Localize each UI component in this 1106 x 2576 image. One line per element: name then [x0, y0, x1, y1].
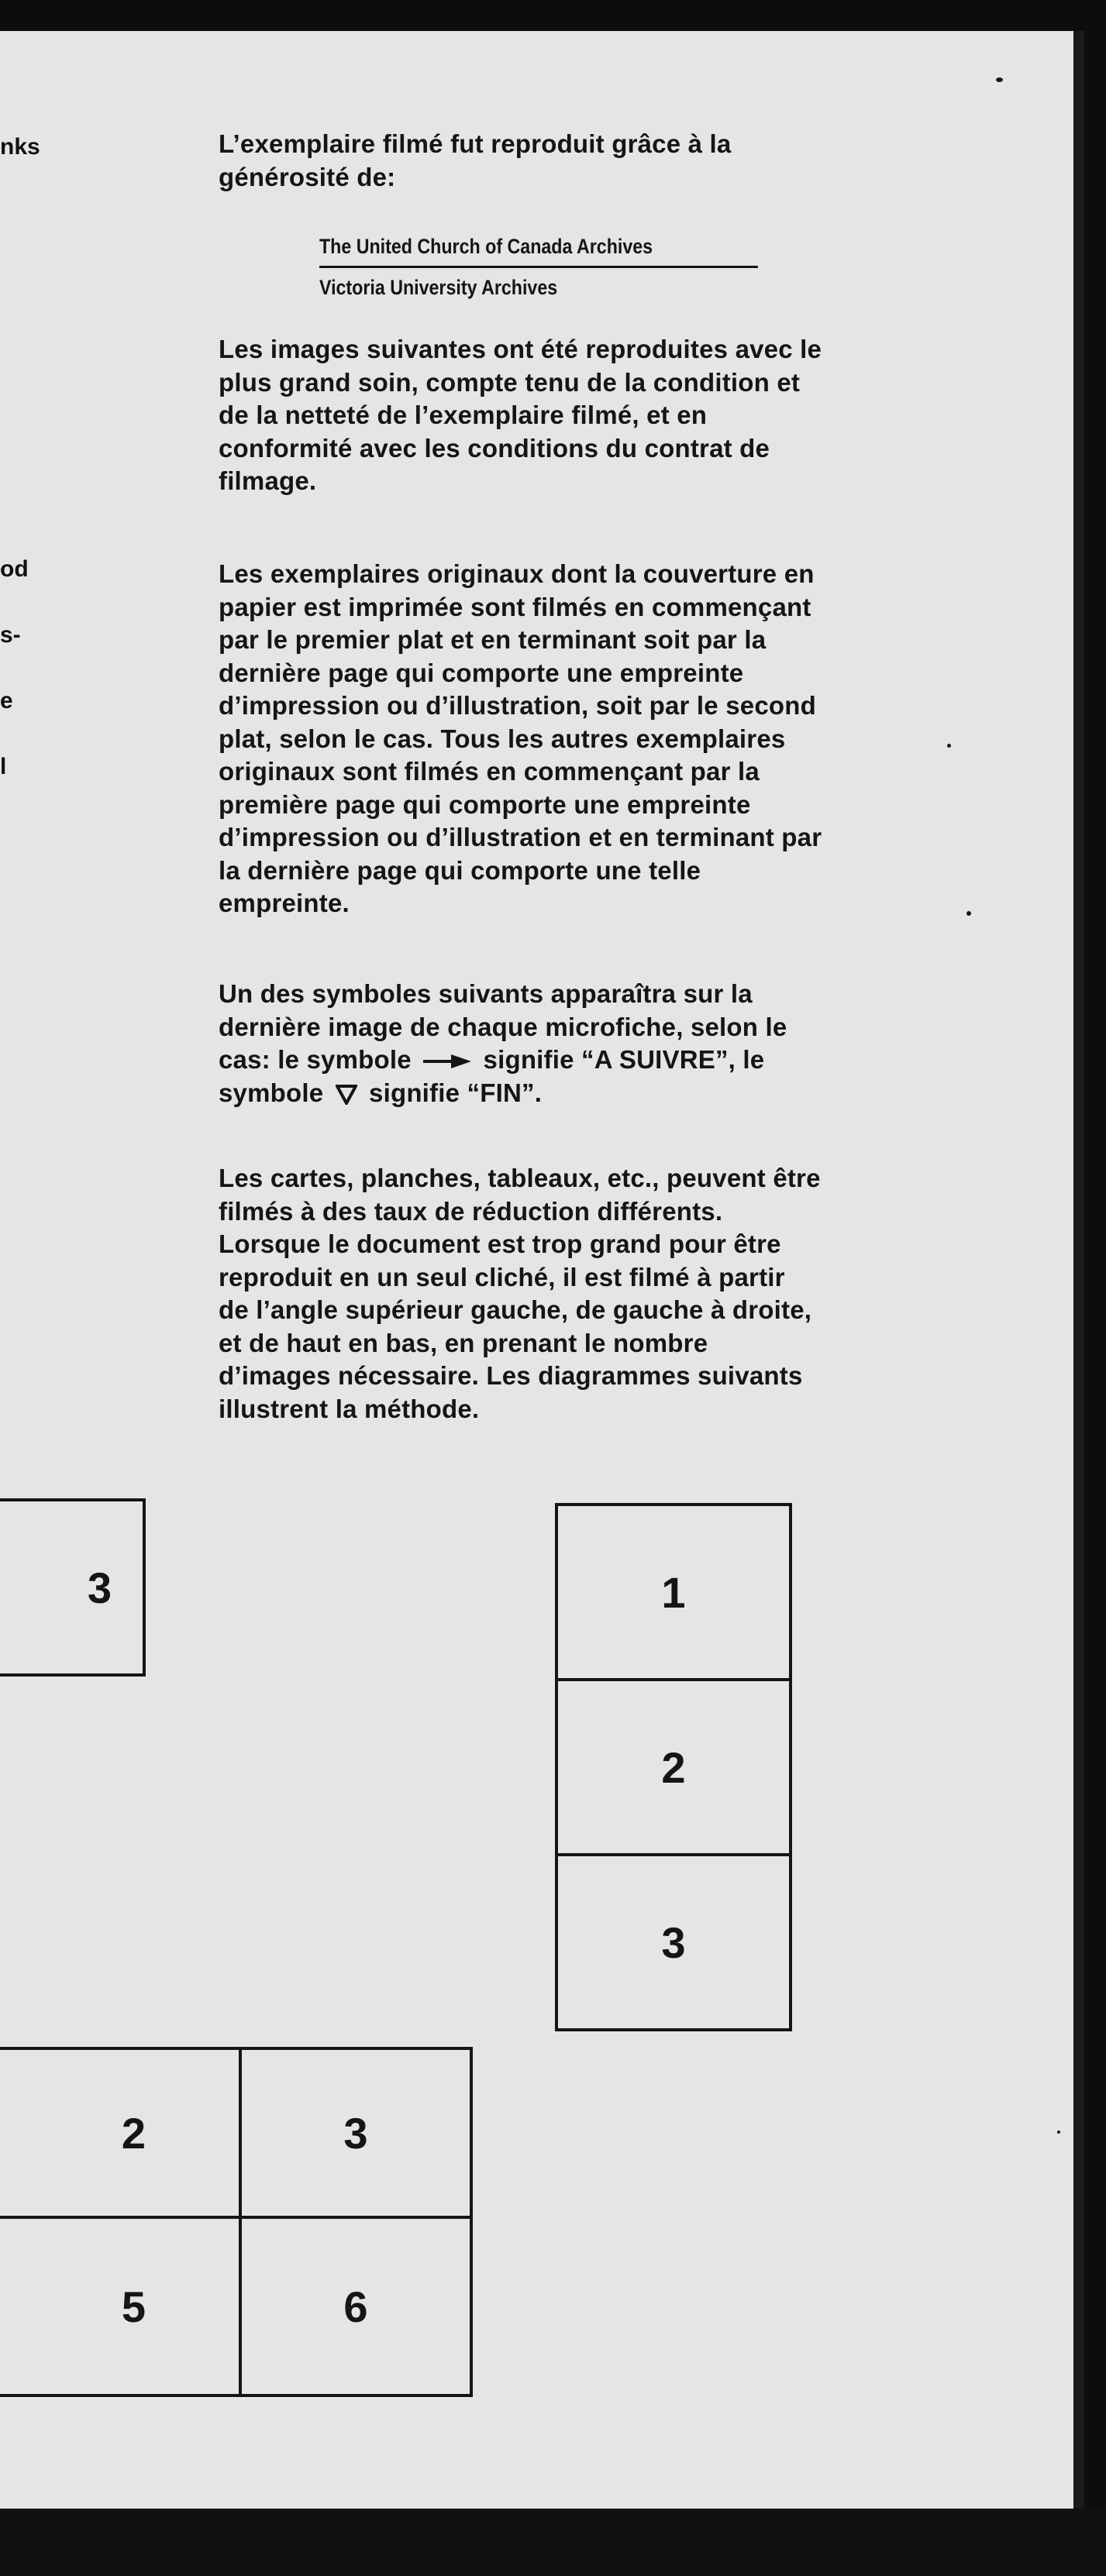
diagram-box	[555, 1503, 792, 1681]
diagram-box	[555, 1678, 792, 1856]
text-line: première page qui comporte une empreinte	[219, 789, 751, 819]
text-line	[219, 1077, 986, 1110]
text-line: reproduit en un seul cliché, il est filmé à partir	[219, 1262, 785, 1291]
text-line: plat, selon le cas. Tous les autres exemplaires	[219, 724, 786, 753]
paragraph-maps	[219, 1162, 986, 1426]
text-line: Un des symboles suivants apparaîtra sur la	[219, 979, 753, 1008]
diagram-number: 6	[343, 2282, 368, 2331]
text-line: de la netteté de l’exemplaire filmé, et en	[219, 401, 708, 429]
paragraph-images	[219, 333, 986, 498]
text-line	[219, 1044, 986, 1077]
text-segment: signifie “FIN”.	[369, 1078, 543, 1107]
text-line: originaux sont filmés en commençant par la	[219, 757, 760, 786]
diagram-number: 5	[121, 2282, 146, 2331]
paragraph-originals	[219, 558, 986, 920]
diagram-number: 3	[343, 2108, 368, 2158]
scan-speck	[1057, 2131, 1060, 2134]
archive-name: Victoria University Archives	[319, 276, 558, 299]
text-line: plus grand soin, compte tenu de la condition et	[219, 367, 801, 397]
left-fragment: e	[0, 688, 13, 714]
film-border-bottom	[0, 2509, 1106, 2576]
text-line: par le premier plat et en terminant soit par la	[219, 625, 767, 654]
diagram-box	[239, 2216, 473, 2397]
text-line: Les exemplaires originaux dont la couverture en	[219, 559, 815, 588]
archives-list	[319, 227, 699, 307]
text-line: conformité avec les conditions du contrat de	[219, 433, 770, 463]
text-line: papier est imprimée sont filmés en commençant	[219, 592, 811, 621]
diagram-number: 2	[661, 1742, 686, 1792]
diagram-box	[239, 2047, 473, 2219]
text-line: la dernière page qui comporte une telle	[219, 855, 701, 885]
left-fragment: nks	[0, 134, 40, 160]
text-line: Les images suivantes ont été reproduites avec le	[219, 335, 822, 363]
text-line: Les cartes, planches, tableaux, etc., peuvent être	[219, 1164, 821, 1192]
text-line: filmage.	[219, 466, 317, 495]
diagram-number: 2	[121, 2108, 146, 2158]
text-line: Lorsque le document est trop grand pour être	[219, 1230, 781, 1258]
scan-speck	[966, 911, 971, 916]
heading-line: L’exemplaire filmé fut reproduit grâce à la	[219, 129, 732, 158]
text-line: d’impression ou d’illustration, soit par le second	[219, 691, 816, 720]
text-segment: cas: le symbole	[219, 1045, 412, 1074]
triangle-down-icon	[336, 1085, 357, 1105]
left-fragment: l	[0, 754, 7, 779]
text-line: et de haut en bas, en prenant le nombre	[219, 1328, 708, 1357]
heading-line: générosité de:	[219, 162, 396, 191]
text-segment: symbole	[219, 1078, 324, 1107]
text-line: illustrent la méthode.	[219, 1394, 480, 1423]
text-line: de l’angle supérieur gauche, de gauche à droite,	[219, 1295, 812, 1324]
diagram-box	[0, 1498, 146, 1677]
text-line: dernière image de chaque microfiche, selon le	[219, 1012, 787, 1041]
arrow-right-icon	[423, 1054, 471, 1069]
text-segment: signifie “A SUIVRE”, le	[483, 1045, 765, 1074]
archive-name: The United Church of Canada Archives	[319, 227, 758, 268]
heading	[219, 128, 986, 194]
left-fragment: od	[0, 556, 29, 582]
scan-speck	[996, 77, 1003, 82]
diagram-box	[555, 1853, 792, 2031]
scan-speck	[947, 744, 951, 748]
diagram-number: 3	[661, 1917, 686, 1967]
page-edge	[1073, 31, 1084, 2510]
diagram-number: 3	[87, 1563, 112, 1612]
text-line: d’images nécessaire. Les diagrammes suivants	[219, 1361, 803, 1390]
paragraph-symbols	[219, 978, 986, 1109]
text-line: dernière page qui comporte une empreinte	[219, 658, 744, 687]
text-line: filmés à des taux de réduction différents.	[219, 1196, 723, 1226]
diagram-box	[0, 2216, 242, 2397]
left-fragment: s-	[0, 622, 21, 648]
diagram-box	[0, 2047, 242, 2219]
diagram-number: 1	[661, 1567, 686, 1617]
text-line: empreinte.	[219, 889, 350, 917]
text-line: d’impression ou d’illustration et en terminant par	[219, 823, 822, 851]
